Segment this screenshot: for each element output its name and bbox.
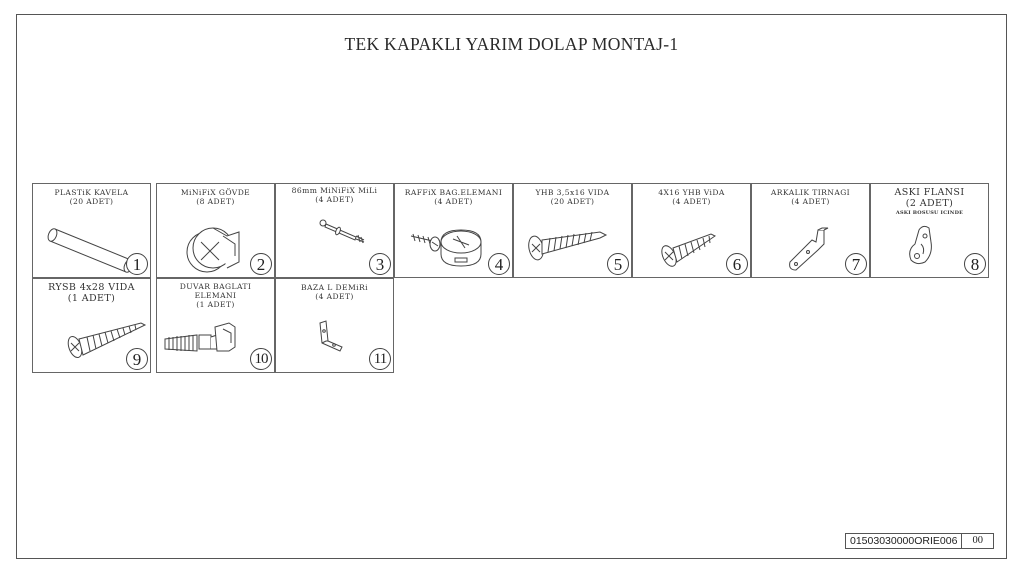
part-label: YHB 3,5x16 VIDA [535,188,610,197]
part-cell-7 [751,183,870,278]
part-cell-4 [394,183,513,278]
part-label: PLASTiK KAVELA [54,188,129,197]
part-cell-9 [32,278,151,373]
part-cell-11 [275,278,394,373]
part-quantity: (4 ADET) [672,197,711,206]
part-label: RYSB 4x28 VIDA [48,282,135,293]
part-cell-1 [32,183,151,278]
part-number-badge: 3 [369,253,391,275]
revision-number: 00 [972,535,983,546]
part-label: 4X16 YHB ViDA [658,188,725,197]
part-quantity: (2 ADET) [905,197,954,209]
part-number-badge: 1 [126,253,148,275]
part-label: ASKI FLANSI [894,187,965,198]
part-label: DUVAR BAGLATI ELEMANI [179,282,252,300]
part-quantity: (4 ADET) [791,197,830,206]
part-quantity: (4 ADET) [434,197,473,206]
part-quantity: (4 ADET) [315,195,354,204]
part-cell-3 [275,183,394,278]
part-label: ARKALIK TIRNAGI [770,188,851,197]
page-title: TEK KAPAKLI YARIM DOLAP MONTAJ-1 [344,34,679,54]
part-number-badge: 4 [488,253,510,275]
part-label: BAZA L DEMiRi [301,283,368,292]
part-cell-8 [870,183,989,278]
part-number-badge: 8 [964,253,986,275]
document-code: 01503030000ORIE006 [846,534,962,548]
part-quantity: (4 ADET) [315,292,354,301]
part-number-badge: 5 [607,253,629,275]
part-label: RAFFiX BAG.ELEMANI [404,188,503,197]
part-cell-10 [156,278,275,373]
part-number-badge: 9 [126,348,148,370]
part-note: ASKI BOSUSU ICINDE [895,210,964,216]
document-code-box [845,533,994,549]
part-number-badge: 6 [726,253,748,275]
part-label: 86mm MiNiFiX MiLi [291,186,378,195]
part-label: MiNiFiX GÖVDE [180,188,251,197]
part-cell-5 [513,183,632,278]
part-number-badge: 10 [250,348,272,370]
part-cell-2 [156,183,275,278]
part-cell-6 [632,183,751,278]
part-number-badge: 11 [369,348,391,370]
part-quantity: (1 ADET) [196,300,235,309]
part-quantity: (20 ADET) [550,197,595,206]
part-number-badge: 2 [250,253,272,275]
part-quantity: (8 ADET) [196,197,235,206]
part-number-badge: 7 [845,253,867,275]
part-quantity: (1 ADET) [67,292,116,304]
part-quantity: (20 ADET) [69,197,114,206]
